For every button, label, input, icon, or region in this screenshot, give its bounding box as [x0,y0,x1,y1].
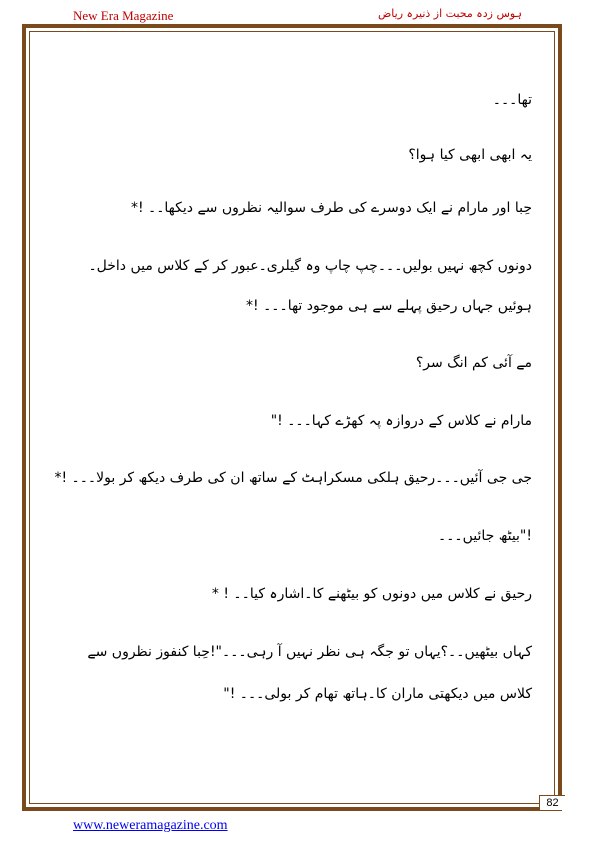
paragraph-line: جی جی آئیں۔۔۔رحیق ہلکی مسکراہٹ کے ساتھ ان کی طرف دیکھ کر بولا۔۔۔ !* [54,470,532,486]
paragraph-line: کہاں بیٹھیں۔۔؟یہاں تو جگہ ہی نظر نہیں آ رہی۔۔۔"!حِبا کنفوز نظروں سے [87,644,532,660]
paragraph-line: حِبا اور مارام نے ایک دوسرے کی طرف سوالیہ نظروں سے دیکھا۔۔ !* [130,200,532,216]
page-number: 82 [539,795,565,810]
paragraph-line: رحیق نے کلاس میں دونوں کو بیٹھنے کا۔اشارہ کیا۔۔ ! * [211,586,532,602]
paragraph-line: کلاس میں دیکھتی ماران کا۔ہاتھ تھام کر بولی۔۔۔ !" [223,686,532,702]
website-link[interactable]: www.neweramagazine.com [73,818,228,833]
paragraph-line: !"بیٹھ جائیں۔۔۔ [437,528,532,544]
paragraph-line: دونوں کچھ نہیں بولیں۔۔۔چپ چاپ وہ گیلری۔عبور کر کے کلاس میں داخل۔ [88,258,532,274]
paragraph-line: یہ ابھی ابھی کیا ہوا؟ [408,147,532,163]
paragraph-line: تھا۔۔۔ [492,92,532,108]
magazine-name: New Era Magazine [73,8,174,23]
paragraph-line: ہوئیں جہاں رحیق پہلے سے ہی موجود تھا۔۔۔ !* [246,298,532,314]
paragraph-line: مے آئی کم انگ سر؟ [415,355,532,371]
novel-title: ہوس زدہ محبت از ذنیرہ ریاض [378,7,522,20]
paragraph-line: مارام نے کلاس کے دروازہ پہ کھڑے کہا۔۔۔ !" [270,413,532,429]
